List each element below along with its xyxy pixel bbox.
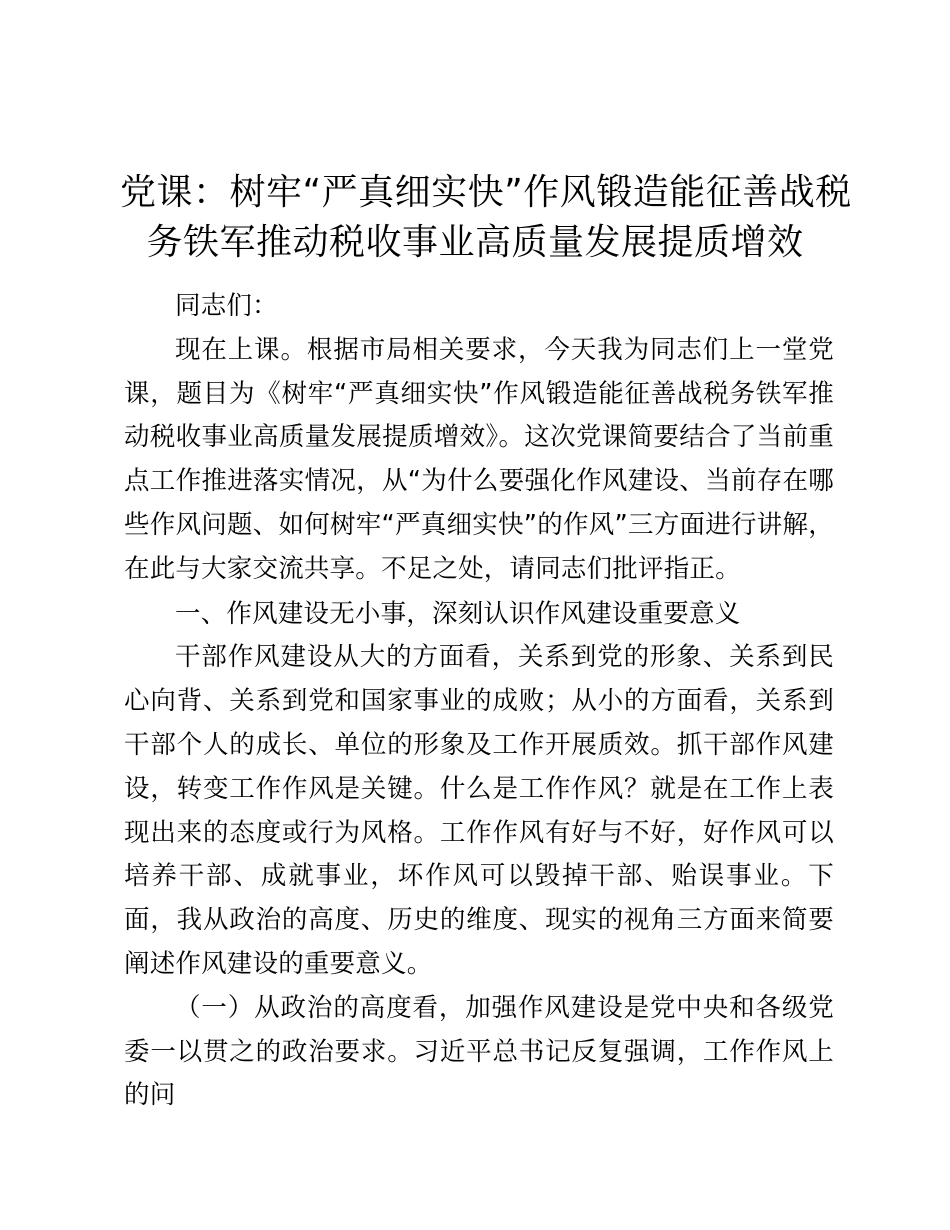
document-title bbox=[120, 168, 852, 268]
title-line-2: 务铁军推动税收事业高质量发展提质增效 bbox=[146, 222, 804, 263]
document-body bbox=[124, 285, 834, 1118]
section-heading-1: 一、作风建设无小事，深刻认识作风建设重要意义 bbox=[175, 598, 741, 629]
paragraph-intro: 现在上课。根据市局相关要求，今天我为同志们上一堂党课，题目为《树牢“严真细实快”作风锻造能征善战税务铁军推动税收事业高质量发展提质增效》。这次党课简要结合了当前重点工作推进落实情况，从“为什么要强化作风建设、当前存在哪些作风问题、如何树牢“严真细实快”的作风”三方面进行讲解，在此与大家交流共享。不足之处，请同志们批评指正。 bbox=[124, 334, 834, 584]
title-line-1: 党课：树牢“严真细实快”作风锻造能征善战税 bbox=[120, 172, 852, 213]
paragraph-section-1: 干部作风建设从大的方面看，关系到党的形象、关系到民心向背、关系到党和国家事业的成败；从小的方面看，关系到干部个人的成长、单位的形象及工作开展质效。抓干部作风建设，转变工作作风是关键。什么是工作作风？就是在工作上表现出来的态度或行为风格。工作作风有好与不好，好作风可以培养干部、成就事业，坏作风可以毁掉干部、贻误事业。下面，我从政治的高度、历史的维度、现实的视角三方面来简要阐述作风建设的重要意义。 bbox=[124, 642, 834, 979]
salutation: 同志们： bbox=[175, 291, 278, 321]
paragraph-subsection-1: （一）从政治的高度看，加强作风建设是党中央和各级党委一以贯之的政治要求。习近平总书记反复强调，工作作风上的问 bbox=[124, 992, 834, 1111]
